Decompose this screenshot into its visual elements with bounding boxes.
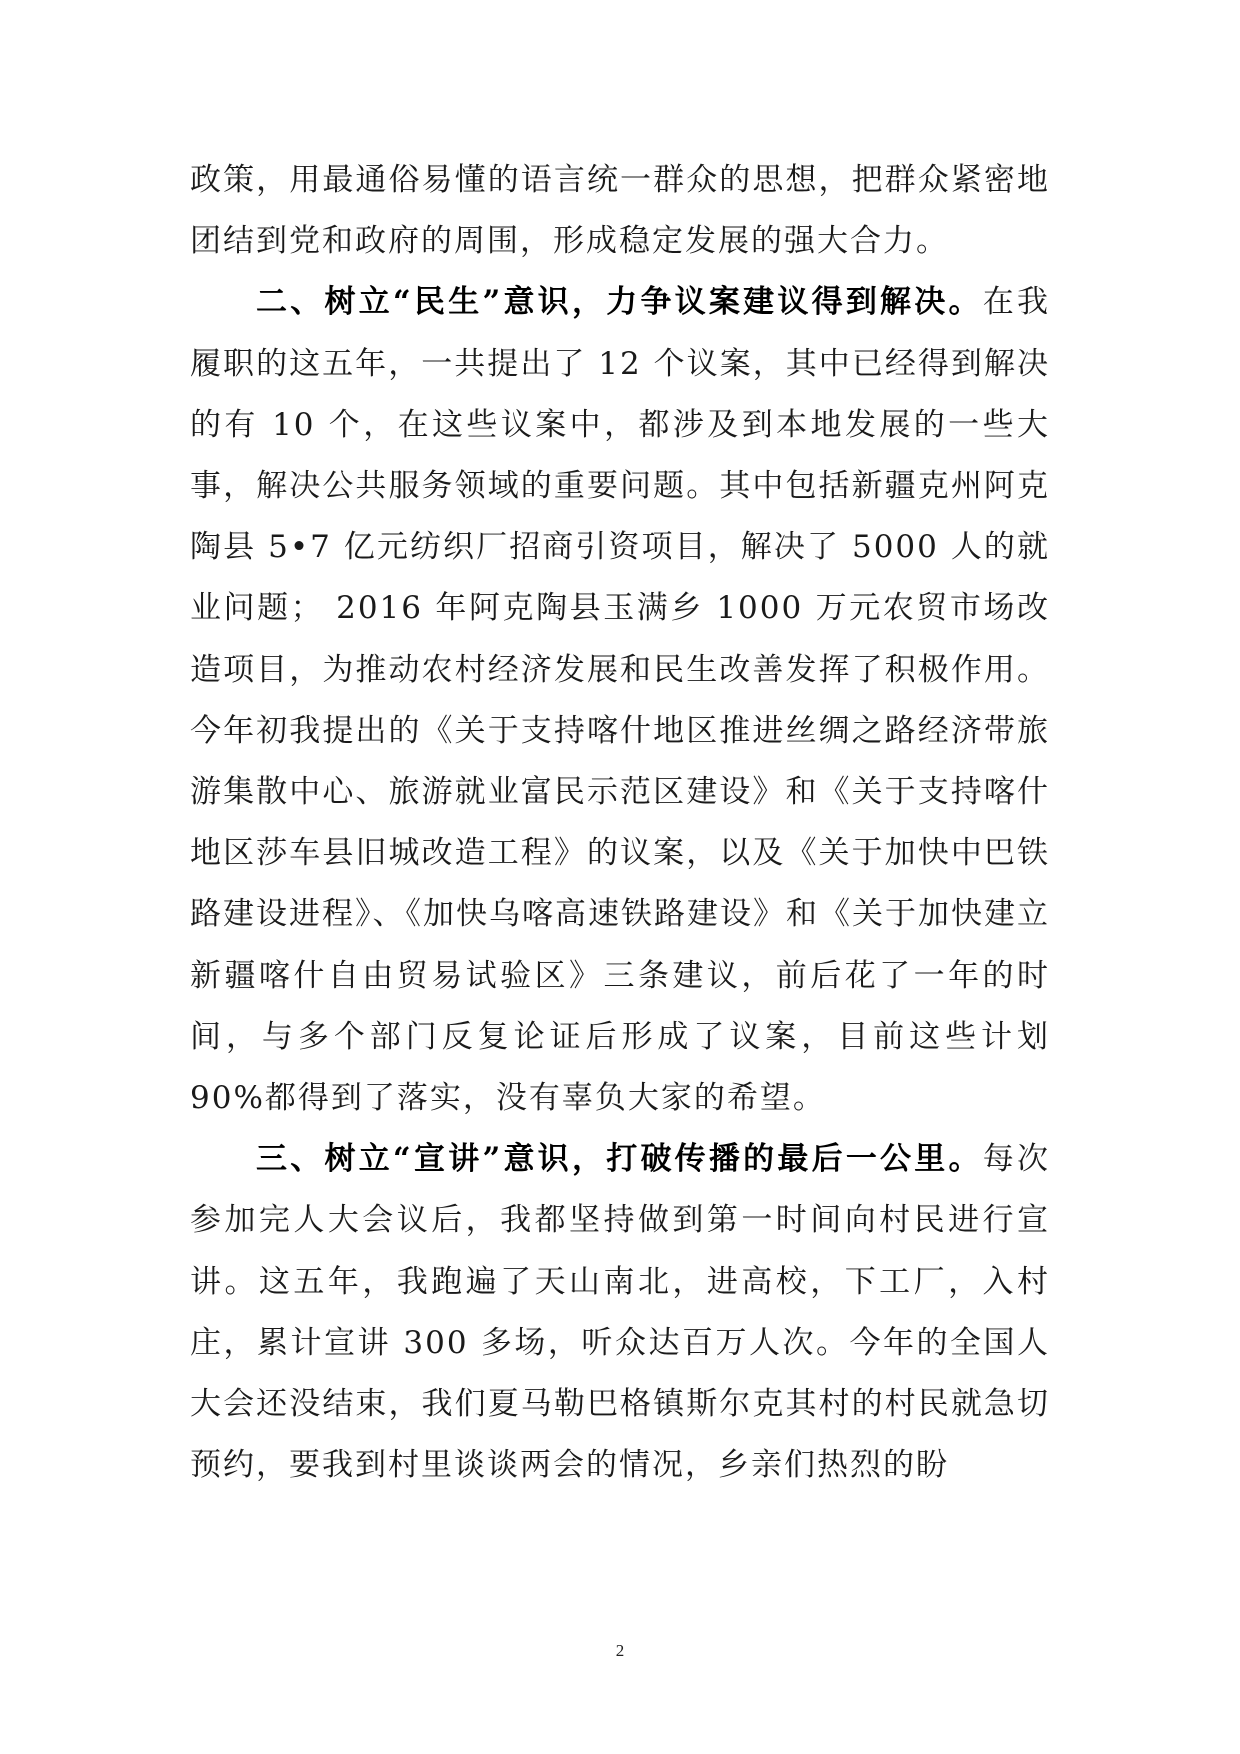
section-heading: 三、树立“宣讲”意识，打破传播的最后一公里。	[256, 1141, 983, 1178]
paragraph-outreach	[190, 1129, 1050, 1496]
section-heading: 二、树立“民生”意识，力争议案建议得到解决。	[256, 284, 983, 321]
paragraph-text: 每次参加完人大会议后，我都坚持做到第一时间向村民进行宣讲。这五年，我跑遍了天山南北，进高校，下工厂，入村庄，累计宣讲 300 多场，听众达百万人次。今年的全国人大会还没结束，我们夏马勒巴格镇斯尔克其村的村民就急切预约，要我到村里谈谈两会的情况，乡亲们热烈的盼	[190, 1141, 1050, 1484]
paragraph-continuation	[190, 150, 1050, 272]
paragraph-text: 在我履职的这五年，一共提出了 12 个议案，其中已经得到解决的有 10 个，在这些议案中，都涉及到本地发展的一些大事，解决公共服务领域的重要问题。其中包括新疆克州阿克陶县 5•7 亿元纺织厂招商引资项目，解决了 5000 人的就业问题； 2016 年阿克陶县玉满乡 1000 万元农贸市场改造项目，为推动农村经济发展和民生改善发挥了积极作用。今年初我提出的《关于支持喀什地区推进丝绸之路经济带旅游集散中心、旅游就业富民示范区建设》和《关于支持喀什地区莎车县旧城改造工程》的议案，以及《关于加快中巴铁路建设进程》、《加快乌喀高速铁路建设》和《关于加快建立新疆喀什自由贸易试验区》三条建议，前后花了一年的时间，与多个部门反复论证后形成了议案，目前这些计划 90%都得到了落实，没有辜负大家的希望。	[190, 284, 1050, 1117]
page-number: 2	[615, 1641, 625, 1660]
paragraph-text: 政策，用最通俗易懂的语言统一群众的思想，把群众紧密地团结到党和政府的周围，形成稳定发展的强大合力。	[190, 162, 1050, 260]
body-text	[190, 150, 1050, 1496]
paragraph-livelihood	[190, 272, 1050, 1129]
